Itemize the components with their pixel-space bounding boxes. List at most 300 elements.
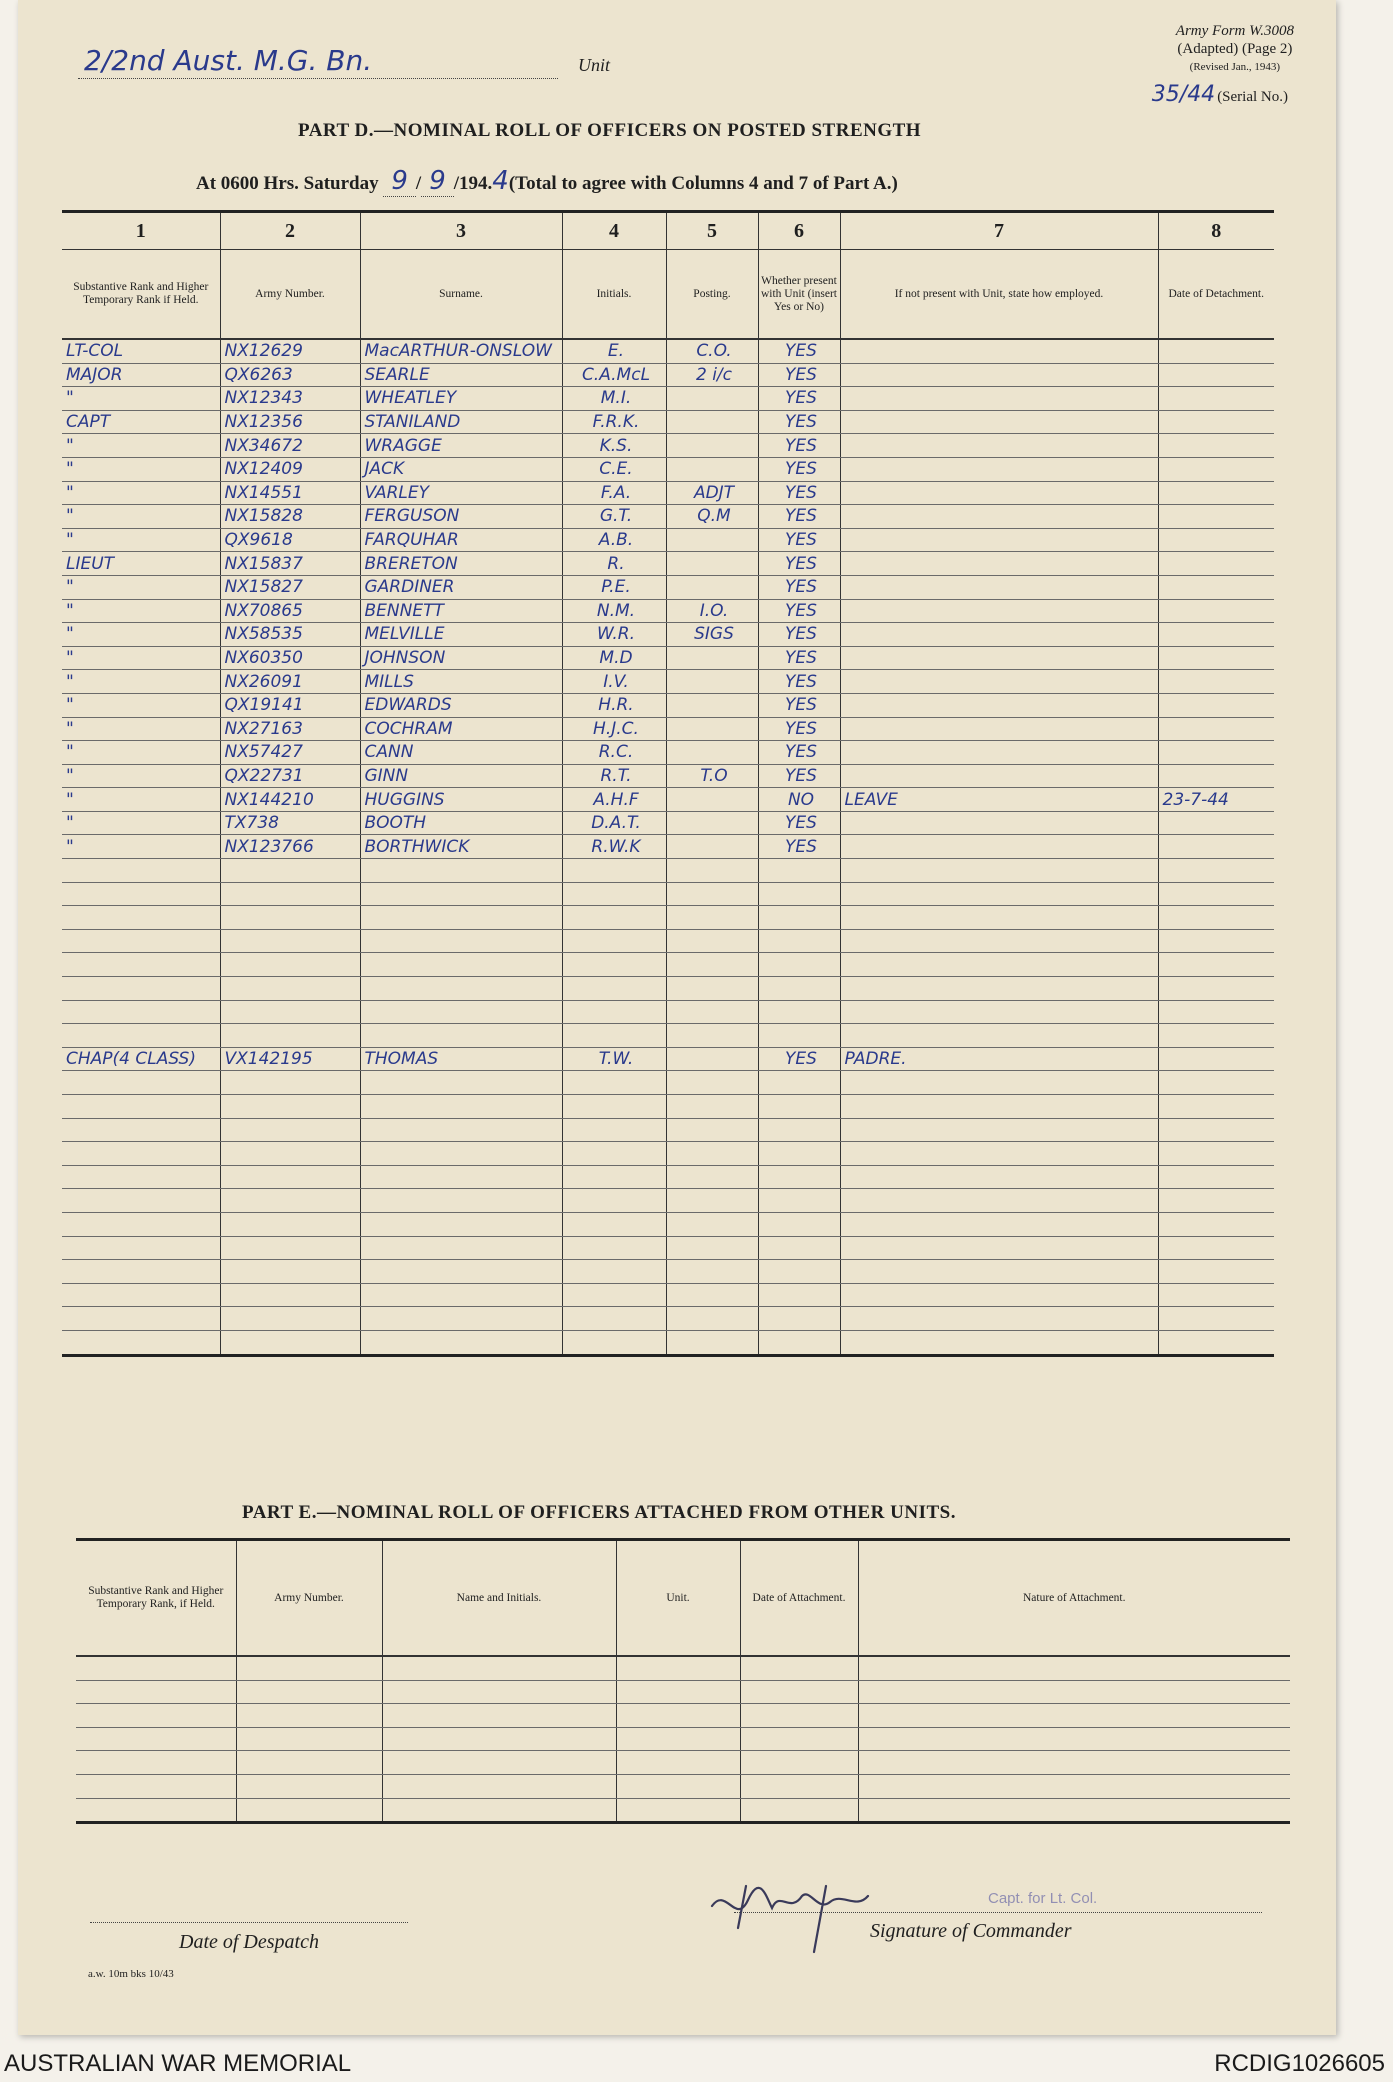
cell-initials <box>562 1142 666 1166</box>
cell-posting <box>666 1236 758 1260</box>
empty-cell <box>740 1774 858 1798</box>
cell-rank: " <box>62 575 220 599</box>
empty-cell <box>382 1704 616 1728</box>
empty-cell <box>236 1774 382 1798</box>
cell-posting <box>666 528 758 552</box>
empty-cell <box>236 1680 382 1704</box>
cell-employment <box>840 882 1158 906</box>
cell-rank: CHAP(4 CLASS) <box>62 1047 220 1071</box>
cell-rank: " <box>62 505 220 529</box>
cell-detachment-date <box>1158 1071 1274 1095</box>
cell-detachment-date <box>1158 528 1274 552</box>
cell-rank: " <box>62 387 220 411</box>
cell-detachment-date <box>1158 1142 1274 1166</box>
cell-employment: PADRE. <box>840 1047 1158 1071</box>
cell-employment <box>840 623 1158 647</box>
cell-initials <box>562 977 666 1001</box>
empty-cell <box>740 1727 858 1751</box>
cell-surname: BENNETT <box>360 599 562 623</box>
cell-posting <box>666 788 758 812</box>
cell-initials <box>562 1000 666 1024</box>
cell-detachment-date: 23-7-44 <box>1158 788 1274 812</box>
cell-posting <box>666 1095 758 1119</box>
table-row <box>62 505 1274 529</box>
table-row <box>62 835 1274 859</box>
cell-surname: JOHNSON <box>360 646 562 670</box>
cell-employment <box>840 457 1158 481</box>
table-row <box>62 552 1274 576</box>
cell-posting <box>666 1142 758 1166</box>
column-number: 3 <box>360 212 562 250</box>
cell-army-number: NX12409 <box>220 457 360 481</box>
cell-employment <box>840 929 1158 953</box>
cell-surname: MacARTHUR-ONSLOW <box>360 339 562 363</box>
empty-cell <box>740 1656 858 1680</box>
cell-present: YES <box>758 575 840 599</box>
cell-army-number <box>220 1260 360 1284</box>
empty-cell <box>236 1798 382 1823</box>
cell-initials: C.A.McL <box>562 363 666 387</box>
cell-posting <box>666 1047 758 1071</box>
empty-cell <box>382 1656 616 1680</box>
serial-label: (Serial No.) <box>1217 89 1288 105</box>
column-number: 5 <box>666 212 758 250</box>
cell-initials <box>562 1236 666 1260</box>
cell-detachment-date <box>1158 552 1274 576</box>
table-row <box>62 1024 1274 1048</box>
cell-present <box>758 906 840 930</box>
cell-employment <box>840 646 1158 670</box>
cell-initials: F.R.K. <box>562 410 666 434</box>
table-row <box>62 670 1274 694</box>
cell-army-number <box>220 1189 360 1213</box>
cell-initials <box>562 1307 666 1331</box>
cell-initials: W.R. <box>562 623 666 647</box>
cell-posting: 2 i/c <box>666 363 758 387</box>
cell-surname: FERGUSON <box>360 505 562 529</box>
cell-employment <box>840 811 1158 835</box>
cell-posting <box>666 1118 758 1142</box>
cell-army-number <box>220 1095 360 1119</box>
cell-present: YES <box>758 481 840 505</box>
empty-cell <box>616 1704 740 1728</box>
cell-surname: WHEATLEY <box>360 387 562 411</box>
cell-rank: " <box>62 434 220 458</box>
cell-rank: " <box>62 764 220 788</box>
part-e-title: PART E.—NOMINAL ROLL OF OFFICERS ATTACHED FROM OTHER UNITS. <box>242 1502 956 1523</box>
cell-detachment-date <box>1158 1047 1274 1071</box>
cell-rank: LIEUT <box>62 552 220 576</box>
table-row <box>62 764 1274 788</box>
empty-cell <box>616 1656 740 1680</box>
empty-cell <box>740 1798 858 1823</box>
cell-army-number: NX34672 <box>220 434 360 458</box>
cell-initials <box>562 1212 666 1236</box>
cell-posting <box>666 646 758 670</box>
cell-present: YES <box>758 599 840 623</box>
cell-surname <box>360 1189 562 1213</box>
cell-employment <box>840 528 1158 552</box>
cell-initials: I.V. <box>562 670 666 694</box>
cell-detachment-date <box>1158 1000 1274 1024</box>
cell-initials: M.I. <box>562 387 666 411</box>
cell-rank: " <box>62 693 220 717</box>
cell-initials <box>562 1165 666 1189</box>
cell-surname: BORTHWICK <box>360 835 562 859</box>
column-header: Initials. <box>562 250 666 340</box>
cell-employment <box>840 339 1158 363</box>
empty-cell <box>858 1751 1290 1775</box>
part-d-date-line: At 0600 Hrs. Saturday 9 / 9 /194.4(Total to agree with Columns 4 and 7 of Part A.) <box>196 166 898 196</box>
cell-present: YES <box>758 339 840 363</box>
cell-detachment-date <box>1158 953 1274 977</box>
cell-posting <box>666 410 758 434</box>
empty-cell <box>382 1727 616 1751</box>
cell-initials <box>562 1330 666 1355</box>
part-d-table <box>62 210 1274 1357</box>
cell-present <box>758 1142 840 1166</box>
cell-detachment-date <box>1158 339 1274 363</box>
table-row <box>62 929 1274 953</box>
cell-rank: CAPT <box>62 410 220 434</box>
table-row <box>62 575 1274 599</box>
empty-cell <box>616 1727 740 1751</box>
cell-detachment-date <box>1158 505 1274 529</box>
cell-present: YES <box>758 528 840 552</box>
cell-surname <box>360 906 562 930</box>
cell-surname <box>360 1283 562 1307</box>
cell-surname: MELVILLE <box>360 623 562 647</box>
cell-employment <box>840 387 1158 411</box>
cell-surname: COCHRAM <box>360 717 562 741</box>
cell-present: YES <box>758 693 840 717</box>
cell-posting <box>666 929 758 953</box>
cell-rank: " <box>62 717 220 741</box>
cell-initials: H.J.C. <box>562 717 666 741</box>
cell-detachment-date <box>1158 623 1274 647</box>
cell-initials: G.T. <box>562 505 666 529</box>
cell-surname: EDWARDS <box>360 693 562 717</box>
cell-present: YES <box>758 623 840 647</box>
cell-present <box>758 1189 840 1213</box>
cell-posting <box>666 457 758 481</box>
cell-rank <box>62 882 220 906</box>
cell-posting <box>666 434 758 458</box>
date-prefix: At 0600 Hrs. Saturday <box>196 173 379 194</box>
cell-present <box>758 1095 840 1119</box>
table-row <box>62 481 1274 505</box>
cell-posting <box>666 387 758 411</box>
commander-stamp: Capt. for Lt. Col. <box>988 1890 1098 1907</box>
cell-army-number <box>220 929 360 953</box>
cell-detachment-date <box>1158 1212 1274 1236</box>
cell-army-number: NX15828 <box>220 505 360 529</box>
cell-surname: BOOTH <box>360 811 562 835</box>
cell-surname <box>360 882 562 906</box>
serial-number <box>1152 82 1288 107</box>
table-row <box>76 1727 1290 1751</box>
cell-present <box>758 1024 840 1048</box>
cell-initials: A.B. <box>562 528 666 552</box>
cell-employment <box>840 1283 1158 1307</box>
cell-rank <box>62 977 220 1001</box>
table-row <box>62 339 1274 363</box>
cell-employment <box>840 764 1158 788</box>
empty-cell <box>616 1680 740 1704</box>
cell-employment <box>840 434 1158 458</box>
cell-posting <box>666 717 758 741</box>
cell-posting <box>666 1189 758 1213</box>
date-of-despatch-label: Date of Despatch <box>90 1922 408 1954</box>
cell-initials <box>562 953 666 977</box>
cell-employment <box>840 741 1158 765</box>
cell-initials: K.S. <box>562 434 666 458</box>
table-row <box>62 1047 1274 1071</box>
cell-surname <box>360 1307 562 1331</box>
archive-id: RCDIG1026605 <box>1214 2050 1385 2077</box>
cell-rank <box>62 1260 220 1284</box>
cell-posting <box>666 741 758 765</box>
cell-employment <box>840 1307 1158 1331</box>
cell-initials: F.A. <box>562 481 666 505</box>
empty-cell <box>616 1751 740 1775</box>
cell-rank: " <box>62 528 220 552</box>
table-row <box>76 1798 1290 1823</box>
empty-cell <box>382 1751 616 1775</box>
form-ref-line3: (Revised Jan., 1943) <box>1189 61 1281 73</box>
cell-army-number: NX15827 <box>220 575 360 599</box>
form-ref-line2: (Adapted) (Page 2) <box>1177 41 1293 57</box>
table-row <box>62 528 1274 552</box>
cell-detachment-date <box>1158 457 1274 481</box>
column-header: Army Number. <box>236 1540 382 1657</box>
cell-posting <box>666 953 758 977</box>
cell-army-number <box>220 953 360 977</box>
cell-army-number: NX15837 <box>220 552 360 576</box>
table-row <box>62 717 1274 741</box>
cell-present: YES <box>758 505 840 529</box>
empty-cell <box>858 1774 1290 1798</box>
empty-cell <box>76 1751 236 1775</box>
empty-cell <box>858 1656 1290 1680</box>
cell-employment <box>840 1212 1158 1236</box>
cell-rank <box>62 1095 220 1119</box>
cell-posting <box>666 811 758 835</box>
cell-posting <box>666 835 758 859</box>
cell-detachment-date <box>1158 977 1274 1001</box>
cell-initials: H.R. <box>562 693 666 717</box>
cell-rank: " <box>62 811 220 835</box>
cell-employment <box>840 859 1158 883</box>
cell-surname <box>360 1330 562 1355</box>
cell-army-number <box>220 1236 360 1260</box>
cell-employment <box>840 1024 1158 1048</box>
column-header: Unit. <box>616 1540 740 1657</box>
cell-employment <box>840 977 1158 1001</box>
table-row <box>62 953 1274 977</box>
cell-present <box>758 1000 840 1024</box>
cell-posting: C.O. <box>666 339 758 363</box>
cell-rank <box>62 1142 220 1166</box>
cell-rank <box>62 929 220 953</box>
archive-credit: AUSTRALIAN WAR MEMORIAL <box>4 2050 352 2077</box>
empty-cell <box>76 1798 236 1823</box>
cell-detachment-date <box>1158 1095 1274 1119</box>
cell-surname <box>360 859 562 883</box>
column-header: Nature of Attachment. <box>858 1540 1290 1657</box>
unit-field <box>78 44 610 79</box>
cell-rank: LT-COL <box>62 339 220 363</box>
cell-employment <box>840 717 1158 741</box>
cell-rank <box>62 1283 220 1307</box>
cell-present: YES <box>758 387 840 411</box>
table-row <box>62 1236 1274 1260</box>
cell-rank <box>62 1307 220 1331</box>
cell-detachment-date <box>1158 1260 1274 1284</box>
cell-initials: P.E. <box>562 575 666 599</box>
cell-initials: N.M. <box>562 599 666 623</box>
cell-detachment-date <box>1158 670 1274 694</box>
cell-employment <box>840 693 1158 717</box>
table-row <box>62 1118 1274 1142</box>
cell-present: YES <box>758 670 840 694</box>
cell-rank <box>62 1236 220 1260</box>
table-row <box>62 906 1274 930</box>
cell-initials: R.T. <box>562 764 666 788</box>
cell-surname: CANN <box>360 741 562 765</box>
cell-present: YES <box>758 811 840 835</box>
form-sheet <box>18 0 1336 2035</box>
cell-detachment-date <box>1158 1118 1274 1142</box>
table-row <box>62 1307 1274 1331</box>
unit-label: Unit <box>577 55 610 75</box>
empty-cell <box>236 1727 382 1751</box>
table-row <box>62 788 1274 812</box>
table-row <box>62 457 1274 481</box>
cell-rank <box>62 1000 220 1024</box>
table-row <box>62 387 1274 411</box>
cell-initials: C.E. <box>562 457 666 481</box>
table-row <box>62 410 1274 434</box>
cell-posting <box>666 1330 758 1355</box>
cell-detachment-date <box>1158 646 1274 670</box>
date-year-suffix: 4 <box>492 166 509 196</box>
cell-initials <box>562 1189 666 1213</box>
cell-present <box>758 1165 840 1189</box>
cell-surname: FARQUHAR <box>360 528 562 552</box>
cell-surname <box>360 1142 562 1166</box>
cell-initials <box>562 1118 666 1142</box>
cell-detachment-date <box>1158 1236 1274 1260</box>
cell-employment <box>840 1189 1158 1213</box>
cell-army-number <box>220 977 360 1001</box>
cell-present: YES <box>758 457 840 481</box>
cell-initials <box>562 882 666 906</box>
cell-initials: E. <box>562 339 666 363</box>
cell-employment: LEAVE <box>840 788 1158 812</box>
cell-rank <box>62 1071 220 1095</box>
cell-rank <box>62 1118 220 1142</box>
cell-posting <box>666 906 758 930</box>
cell-initials <box>562 859 666 883</box>
cell-employment <box>840 575 1158 599</box>
cell-detachment-date <box>1158 481 1274 505</box>
printer-reference: a.w. 10m bks 10/43 <box>88 1968 174 1980</box>
cell-surname <box>360 1118 562 1142</box>
empty-cell <box>858 1798 1290 1823</box>
table-row <box>62 1165 1274 1189</box>
cell-surname: THOMAS <box>360 1047 562 1071</box>
cell-employment <box>840 410 1158 434</box>
column-header: Army Number. <box>220 250 360 340</box>
cell-initials: R. <box>562 552 666 576</box>
table-row <box>62 811 1274 835</box>
empty-cell <box>76 1774 236 1798</box>
empty-cell <box>616 1798 740 1823</box>
cell-detachment-date <box>1158 811 1274 835</box>
table-row <box>62 741 1274 765</box>
column-header: Surname. <box>360 250 562 340</box>
cell-detachment-date <box>1158 1307 1274 1331</box>
cell-present <box>758 859 840 883</box>
cell-present <box>758 977 840 1001</box>
cell-initials <box>562 1071 666 1095</box>
cell-posting: T.O <box>666 764 758 788</box>
cell-employment <box>840 1095 1158 1119</box>
cell-army-number: NX27163 <box>220 717 360 741</box>
cell-employment <box>840 599 1158 623</box>
table-row <box>62 599 1274 623</box>
cell-employment <box>840 835 1158 859</box>
cell-present <box>758 1307 840 1331</box>
table-row <box>62 646 1274 670</box>
cell-army-number: NX123766 <box>220 835 360 859</box>
cell-army-number <box>220 1142 360 1166</box>
cell-present <box>758 1236 840 1260</box>
cell-employment <box>840 1330 1158 1355</box>
cell-posting: Q.M <box>666 505 758 529</box>
cell-present <box>758 929 840 953</box>
cell-employment <box>840 505 1158 529</box>
table-row <box>62 1189 1274 1213</box>
cell-surname <box>360 929 562 953</box>
empty-cell <box>858 1727 1290 1751</box>
cell-detachment-date <box>1158 387 1274 411</box>
cell-surname <box>360 953 562 977</box>
cell-surname: GINN <box>360 764 562 788</box>
cell-detachment-date <box>1158 434 1274 458</box>
cell-present: YES <box>758 410 840 434</box>
cell-army-number: NX14551 <box>220 481 360 505</box>
cell-surname <box>360 1212 562 1236</box>
table-row <box>76 1680 1290 1704</box>
table-row <box>62 1000 1274 1024</box>
date-month: 9 <box>421 166 454 197</box>
cell-employment <box>840 670 1158 694</box>
cell-army-number <box>220 1024 360 1048</box>
column-header: Posting. <box>666 250 758 340</box>
cell-surname <box>360 1165 562 1189</box>
column-header: Whether present with Unit (insert Yes or No) <box>758 250 840 340</box>
cell-rank: " <box>62 457 220 481</box>
signature-line <box>734 1912 1262 1913</box>
cell-rank: " <box>62 646 220 670</box>
column-number: 8 <box>1158 212 1274 250</box>
cell-surname: STANILAND <box>360 410 562 434</box>
cell-initials: M.D <box>562 646 666 670</box>
column-number: 2 <box>220 212 360 250</box>
cell-rank <box>62 1330 220 1355</box>
